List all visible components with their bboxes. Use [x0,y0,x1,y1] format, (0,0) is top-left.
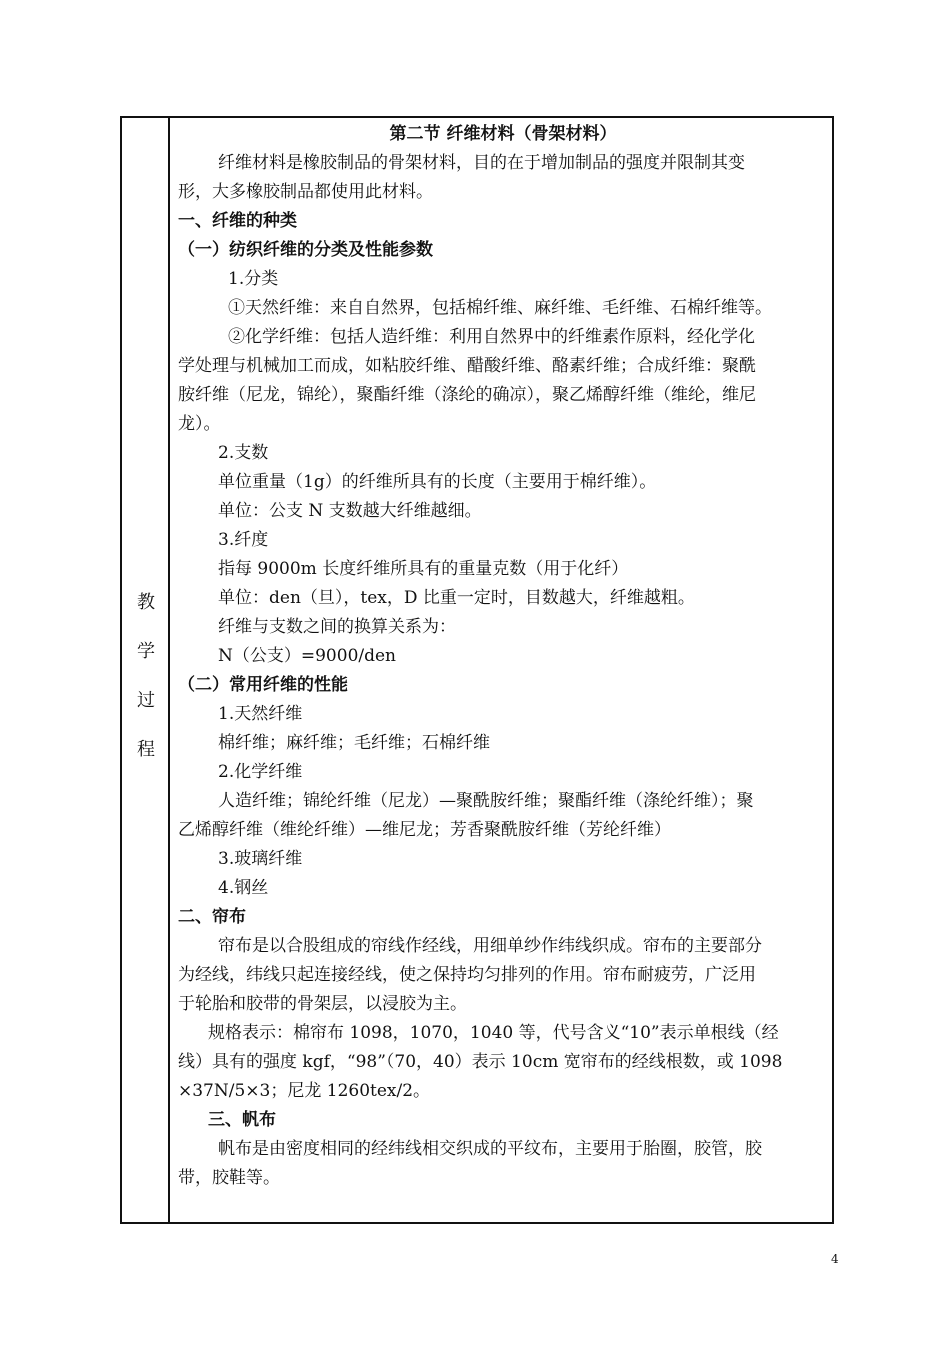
section-title: 第二节 纤维材料（骨架材料） [389,124,617,144]
text-line: 1.天然纤维 [218,704,303,724]
text-line: 线）具有的强度 kgf，“98”（70，40）表示 10cm 宽帘布的经线根数，或 1098 [178,1052,783,1072]
text-line: 为经线，纬线只起连接经线，使之保持均匀排列的作用。帘布耐疲劳，广泛用 [178,965,756,985]
text-line: 胺纤维（尼龙，锦纶），聚酯纤维（涤纶的确凉），聚乙烯醇纤维（维纶，维尼 [178,385,756,405]
text-line: ①天然纤维：来自自然界，包括棉纤维、麻纤维、毛纤维、石棉纤维等。 [228,298,772,318]
side-label-char: 程 [137,739,155,760]
text-line: 形，大多橡胶制品都使用此材料。 [178,182,433,202]
text-line: N（公支）=9000/den [218,646,397,666]
text-line: 1.分类 [228,269,279,289]
heading-line: （一）纺织纤维的分类及性能参数 [178,240,433,260]
text-line: 乙烯醇纤维（维纶纤维）—维尼龙；芳香聚酰胺纤维（芳纶纤维） [178,820,671,840]
side-label [122,578,170,774]
text-line: 学处理与机械加工而成，如粘胶纤维、醋酸纤维、酪素纤维；合成纤维：聚酰 [178,356,756,376]
text-line: 帆布是由密度相同的经纬线相交织成的平纹布，主要用于胎圈，胶管，胶 [218,1139,762,1159]
text-line: 3.玻璃纤维 [218,849,303,869]
text-line: ×37N/5×3；尼龙 1260tex/2。 [178,1081,431,1101]
heading-line: 二、帘布 [178,907,246,927]
text-line: 单位重量（1g）的纤维所具有的长度（主要用于棉纤维）。 [218,472,657,492]
text-line: 指每 9000m 长度纤维所具有的重量克数（用于化纤） [218,559,629,579]
text-line: 4.钢丝 [218,878,269,898]
text-line: 带，胶鞋等。 [178,1168,280,1188]
lesson-content [178,120,828,1193]
text-line: 2.化学纤维 [218,762,303,782]
text-line: 规格表示：棉帘布 1098，1070，1040 等，代号含义“10”表示单根线（经 [208,1023,779,1043]
text-line: 人造纤维；锦纶纤维（尼龙）—聚酰胺纤维；聚酯纤维（涤纶纤维）；聚 [218,791,754,811]
heading-line: 一、纤维的种类 [178,211,297,231]
text-line: 纤维与支数之间的换算关系为： [218,617,456,637]
text-line: 龙）。 [178,414,221,434]
text-line: 于轮胎和胶带的骨架层，以浸胶为主。 [178,994,467,1014]
side-label-char: 过 [137,690,155,711]
text-line: 棉纤维；麻纤维；毛纤维；石棉纤维 [218,733,490,753]
text-line: 帘布是以合股组成的帘线作经线，用细单纱作纬线织成。帘布的主要部分 [218,936,762,956]
page-number: 4 [831,1252,839,1266]
text-line: ②化学纤维：包括人造纤维：利用自然界中的纤维素作原料，经化学化 [228,327,755,347]
heading-line: （二）常用纤维的性能 [178,675,348,695]
side-column [122,118,170,1222]
text-line: 单位：公支 N 支数越大纤维越细。 [218,501,482,521]
side-label-char: 学 [137,641,155,662]
heading-line: 三、帆布 [208,1110,276,1130]
side-label-char: 教 [137,592,155,613]
text-line: 3.纤度 [218,530,269,550]
text-line: 纤维材料是橡胶制品的骨架材料，目的在于增加制品的强度并限制其变 [218,153,745,173]
lesson-table [120,116,834,1224]
text-line: 单位：den（旦），tex，D 比重一定时，目数越大，纤维越粗。 [218,588,695,608]
text-line: 2.支数 [218,443,269,463]
